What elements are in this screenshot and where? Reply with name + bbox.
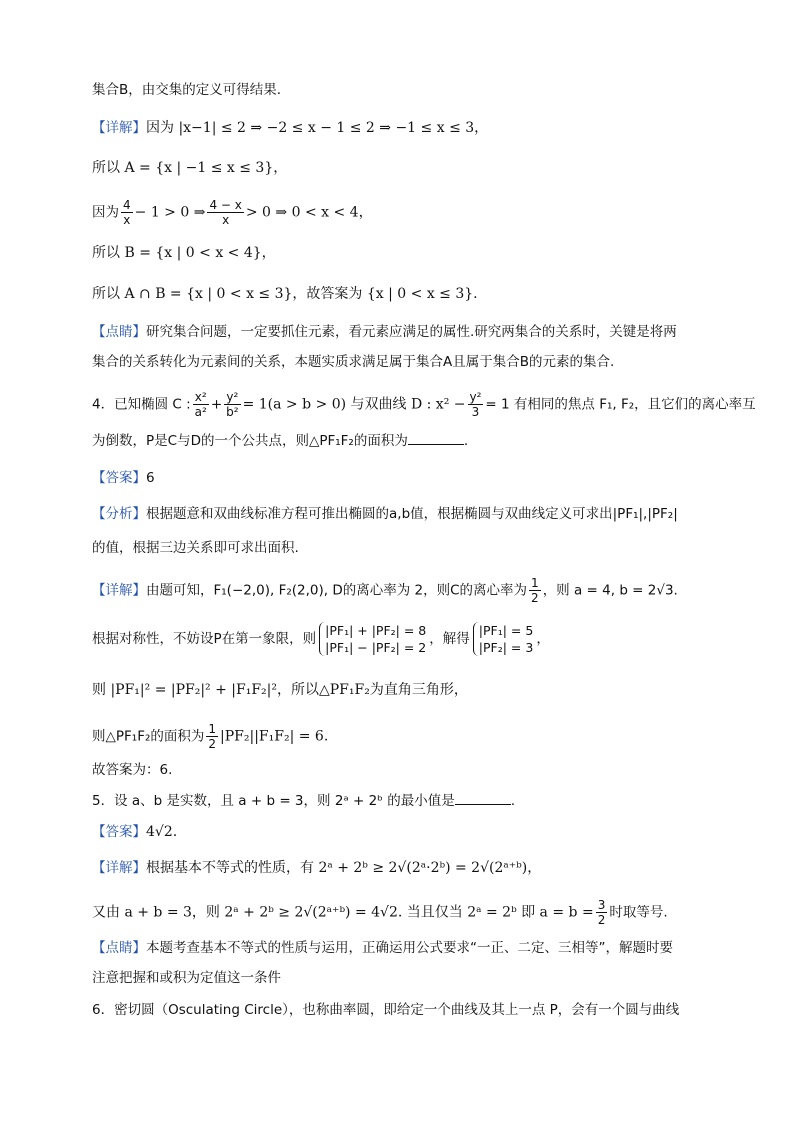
fraction: $\frac{4}{x}$ (123, 198, 131, 227)
system-line: 根据对称性，不妨设P在第一象限，则 |PF₁| + |PF₂| = 8 |PF₁| − |PF₂| = 2 ，解得 |PF₁| = 5 |PF₂| = 3 ， (92, 623, 550, 655)
detail-tag: 【详解】 (92, 582, 146, 599)
detail-tag: 【详解】 (92, 120, 146, 136)
fraction: $\frac{4 - x}{x}$ (209, 198, 242, 227)
text-line: 的值，根据三边关系即可求出面积. (92, 540, 299, 556)
detail-line: 【详解】因为 |x−1| ≤ 2 ⇒ −2 ≤ x − 1 ≤ 2 ⇒ −1 ≤ x ≤ 3， (92, 120, 489, 136)
analysis-tag: 【分析】 (92, 506, 146, 522)
equation-system: |PF₁| = 5 |PF₂| = 3 (473, 622, 534, 656)
detail-tag: 【详解】 (92, 860, 146, 876)
answer-tag: 【答案】 (92, 470, 146, 486)
fraction: $\frac{1}{2}$ (208, 722, 217, 751)
text-line: 所以 A = {x | −1 ≤ x ≤ 3}， (92, 160, 288, 176)
fraction: $\frac{\text{y²}}{3}$ (469, 390, 482, 419)
answer-blank (408, 430, 464, 445)
analysis-line: 【分析】根据题意和双曲线标准方程可推出椭圆的a,b值，根据椭圆与双曲线定义可求出|PF₁|,|PF₂| (92, 506, 678, 522)
answer-blank (455, 790, 511, 805)
detail-line: 【详解】根据基本不等式的性质，有 2ᵃ + 2ᵇ ≥ 2√(2ᵃ·2ᵇ) = 2√(2ᵃ⁺ᵇ)， (92, 860, 542, 876)
text-line: 则 |PF₁|² = |PF₂|² + |F₁F₂|²，所以△PF₁F₂为直角三角形， (92, 682, 468, 698)
fraction: $\frac{\text{y²}}{\text{b²}}$ (226, 390, 239, 419)
comment-line: 【点睛】研究集合问题，一定要抓住元素，看元素应满足的属性.研究两集合的关系时，关键是将两 (92, 324, 677, 340)
comment-tag: 【点睛】 (92, 940, 146, 956)
detail-line: 【详解】由题可知，F₁(−2,0), F₂(2,0), D的离心率为 2，则C的离心率为 $\frac{1}{2}$ ，则 a = 4, b = 2√3. (92, 576, 678, 605)
question-4-line1: 4．已知椭圆 C : $\frac{\text{x²}}{\text{a²}}$ + $\frac{\text{y²}}{\text{b²}}$ = 1(a > b > 0) 与双曲线 D : x² − $\frac{\text{y²}}{3}$ = 1 有相同的焦点 F₁, F₂，且它们的离心率互 (92, 390, 756, 419)
fraction-line: 因为 $\frac{4}{x}$ − 1 > 0 ⇒ $\frac{4 - x}{x}$ > 0 ⇒ 0 < x < 4， (92, 198, 373, 227)
question-6-line: 6．密切圆（Osculating Circle），也称曲率圆，即给定一个曲线及其上一点 P，会有一个圆与曲线 (92, 1002, 680, 1018)
comment-tag: 【点睛】 (92, 324, 146, 340)
text-line: 故答案为：6. (92, 762, 173, 778)
fraction: $\frac{\text{x²}}{\text{a²}}$ (194, 390, 207, 419)
fraction: $\frac{1}{2}$ (531, 576, 539, 605)
text-line: 集合B，由交集的定义可得结果. (92, 82, 282, 98)
text-line: 注意把握和或积为定值这一条件 (92, 970, 281, 986)
text-line: 所以 A ∩ B = {x | 0 < x ≤ 3}，故答案为 {x | 0 < x ≤ 3}. (92, 286, 478, 302)
text-line: 集合的关系转化为元素间的关系，本题实质求满足属于集合A且属于集合B的元素的集合. (92, 354, 615, 370)
fraction: $\frac{3}{2}$ (597, 898, 606, 927)
question-4-line2: 为倒数，P是C与D的一个公共点，则△PF₁F₂的面积为 . (92, 430, 704, 451)
answer-line: 【答案】4√2. (92, 824, 178, 840)
answer-line: 【答案】6 (92, 470, 155, 486)
equation-system: |PF₁| + |PF₂| = 8 |PF₁| − |PF₂| = 2 (319, 622, 426, 656)
text-line: 所以 B = {x | 0 < x < 4}， (92, 245, 276, 261)
answer-tag: 【答案】 (92, 824, 146, 840)
text-line: 又由 a + b = 3，则 2ᵃ + 2ᵇ ≥ 2√(2ᵃ⁺ᵇ) = 4√2. 当且仅当 2ᵃ = 2ᵇ 即 a = b = $\frac{3}{2}$ 时取等号. (92, 898, 668, 927)
comment-line: 【点睛】本题考查基本不等式的性质与运用，正确运用公式要求“一正、二定、三相等”，解题时要 (92, 940, 673, 956)
text-line: 则△PF₁F₂的面积为 $\frac{1}{2}$ |PF₂||F₁F₂| = 6. (92, 722, 329, 751)
question-5-line: 5．设 a、b 是实数，且 a + b = 3，则 2ᵃ + 2ᵇ 的最小值是 . (92, 790, 704, 811)
